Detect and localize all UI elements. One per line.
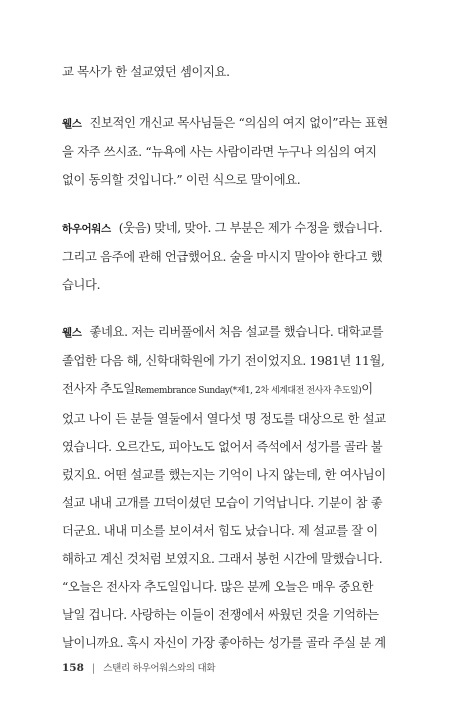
inline-note: Remembrance Sunday(*제1, 2차 세계대전 전사자 추도일)	[134, 386, 362, 396]
text-line	[62, 375, 392, 405]
text-line: 었고 나이 든 분들 열둘에서 열다섯 명 정도를 대상으로 한 설교	[62, 412, 386, 426]
text-span: 좋네요. 저는 리버풀에서 처음 설교를 했습니다. 대학교를	[89, 325, 384, 339]
text-line: “오늘은 전사자 추도일입니다. 많은 분께 오늘은 매우 중요한	[62, 580, 374, 594]
text-line: 해하고 계신 것처럼 보였지요. 그래서 봉헌 시간에 말했습니다.	[62, 552, 383, 566]
speaker-label: 웰스	[62, 118, 82, 130]
dialogue-paragraph-hauerwas	[62, 214, 392, 299]
speaker-label: 하우어워스	[62, 223, 111, 235]
text-line: 없이 동의할 것입니다.” 이런 식으로 말이에요.	[62, 173, 301, 187]
running-title: 스탠리 하우어워스와의 대화	[103, 663, 216, 674]
text-span: 진보적인 개신교 목사님들은 “의심의 여지 없이”라는 표현	[89, 116, 388, 130]
text-span: 이	[361, 382, 373, 396]
text-line	[62, 109, 392, 138]
page-footer	[62, 660, 215, 674]
text-span: 전사자 추도일	[62, 382, 135, 396]
text-line: 설교 내내 고개를 끄덕이셨던 모습이 기억납니다. 기분이 참 좋	[62, 496, 383, 510]
text-line: 교 목사가 한 설교였던 셈이지요.	[62, 65, 230, 79]
text-line: 졸업한 다음 해, 신학대학원에 가기 전이었지요. 1981년 11월,	[62, 354, 385, 368]
dialogue-paragraph-wells-2	[62, 318, 392, 657]
footer-separator: |	[91, 663, 96, 674]
text-line	[62, 318, 392, 347]
text-line: 날이니까요. 혹시 자신이 가장 좋아하는 성가를 골라 주실 분 계	[62, 636, 386, 650]
text-line: 날일 겁니다. 사랑하는 이들이 전쟁에서 싸웠던 것을 기억하는	[62, 608, 379, 622]
text-line: 더군요. 내내 미소를 보이셔서 힘도 났습니다. 제 설교를 잘 이	[62, 524, 378, 538]
speaker-label: 웰스	[62, 327, 82, 339]
text-line: 그리고 음주에 관해 언급했어요. 술을 마시지 말아야 한다고 했	[62, 250, 383, 264]
text-line: 습니다.	[62, 278, 101, 292]
text-line: 렀지요. 어떤 설교를 했는지는 기억이 나지 않는데, 한 여사님이	[62, 468, 386, 482]
text-line	[62, 214, 392, 243]
text-line: 였습니다. 오르간도, 피아노도 없어서 즉석에서 성가를 골라 불	[62, 440, 383, 454]
paragraph-continuation	[62, 58, 392, 86]
text-span: (웃음) 맞네, 맞아. 그 부분은 제가 수정을 했습니다.	[118, 221, 383, 235]
text-line: 을 자주 쓰시죠. “뉴욕에 사는 사람이라면 누구나 의심의 여지	[62, 145, 377, 159]
page-number: 158	[62, 662, 84, 674]
dialogue-paragraph-wells-1	[62, 109, 392, 194]
